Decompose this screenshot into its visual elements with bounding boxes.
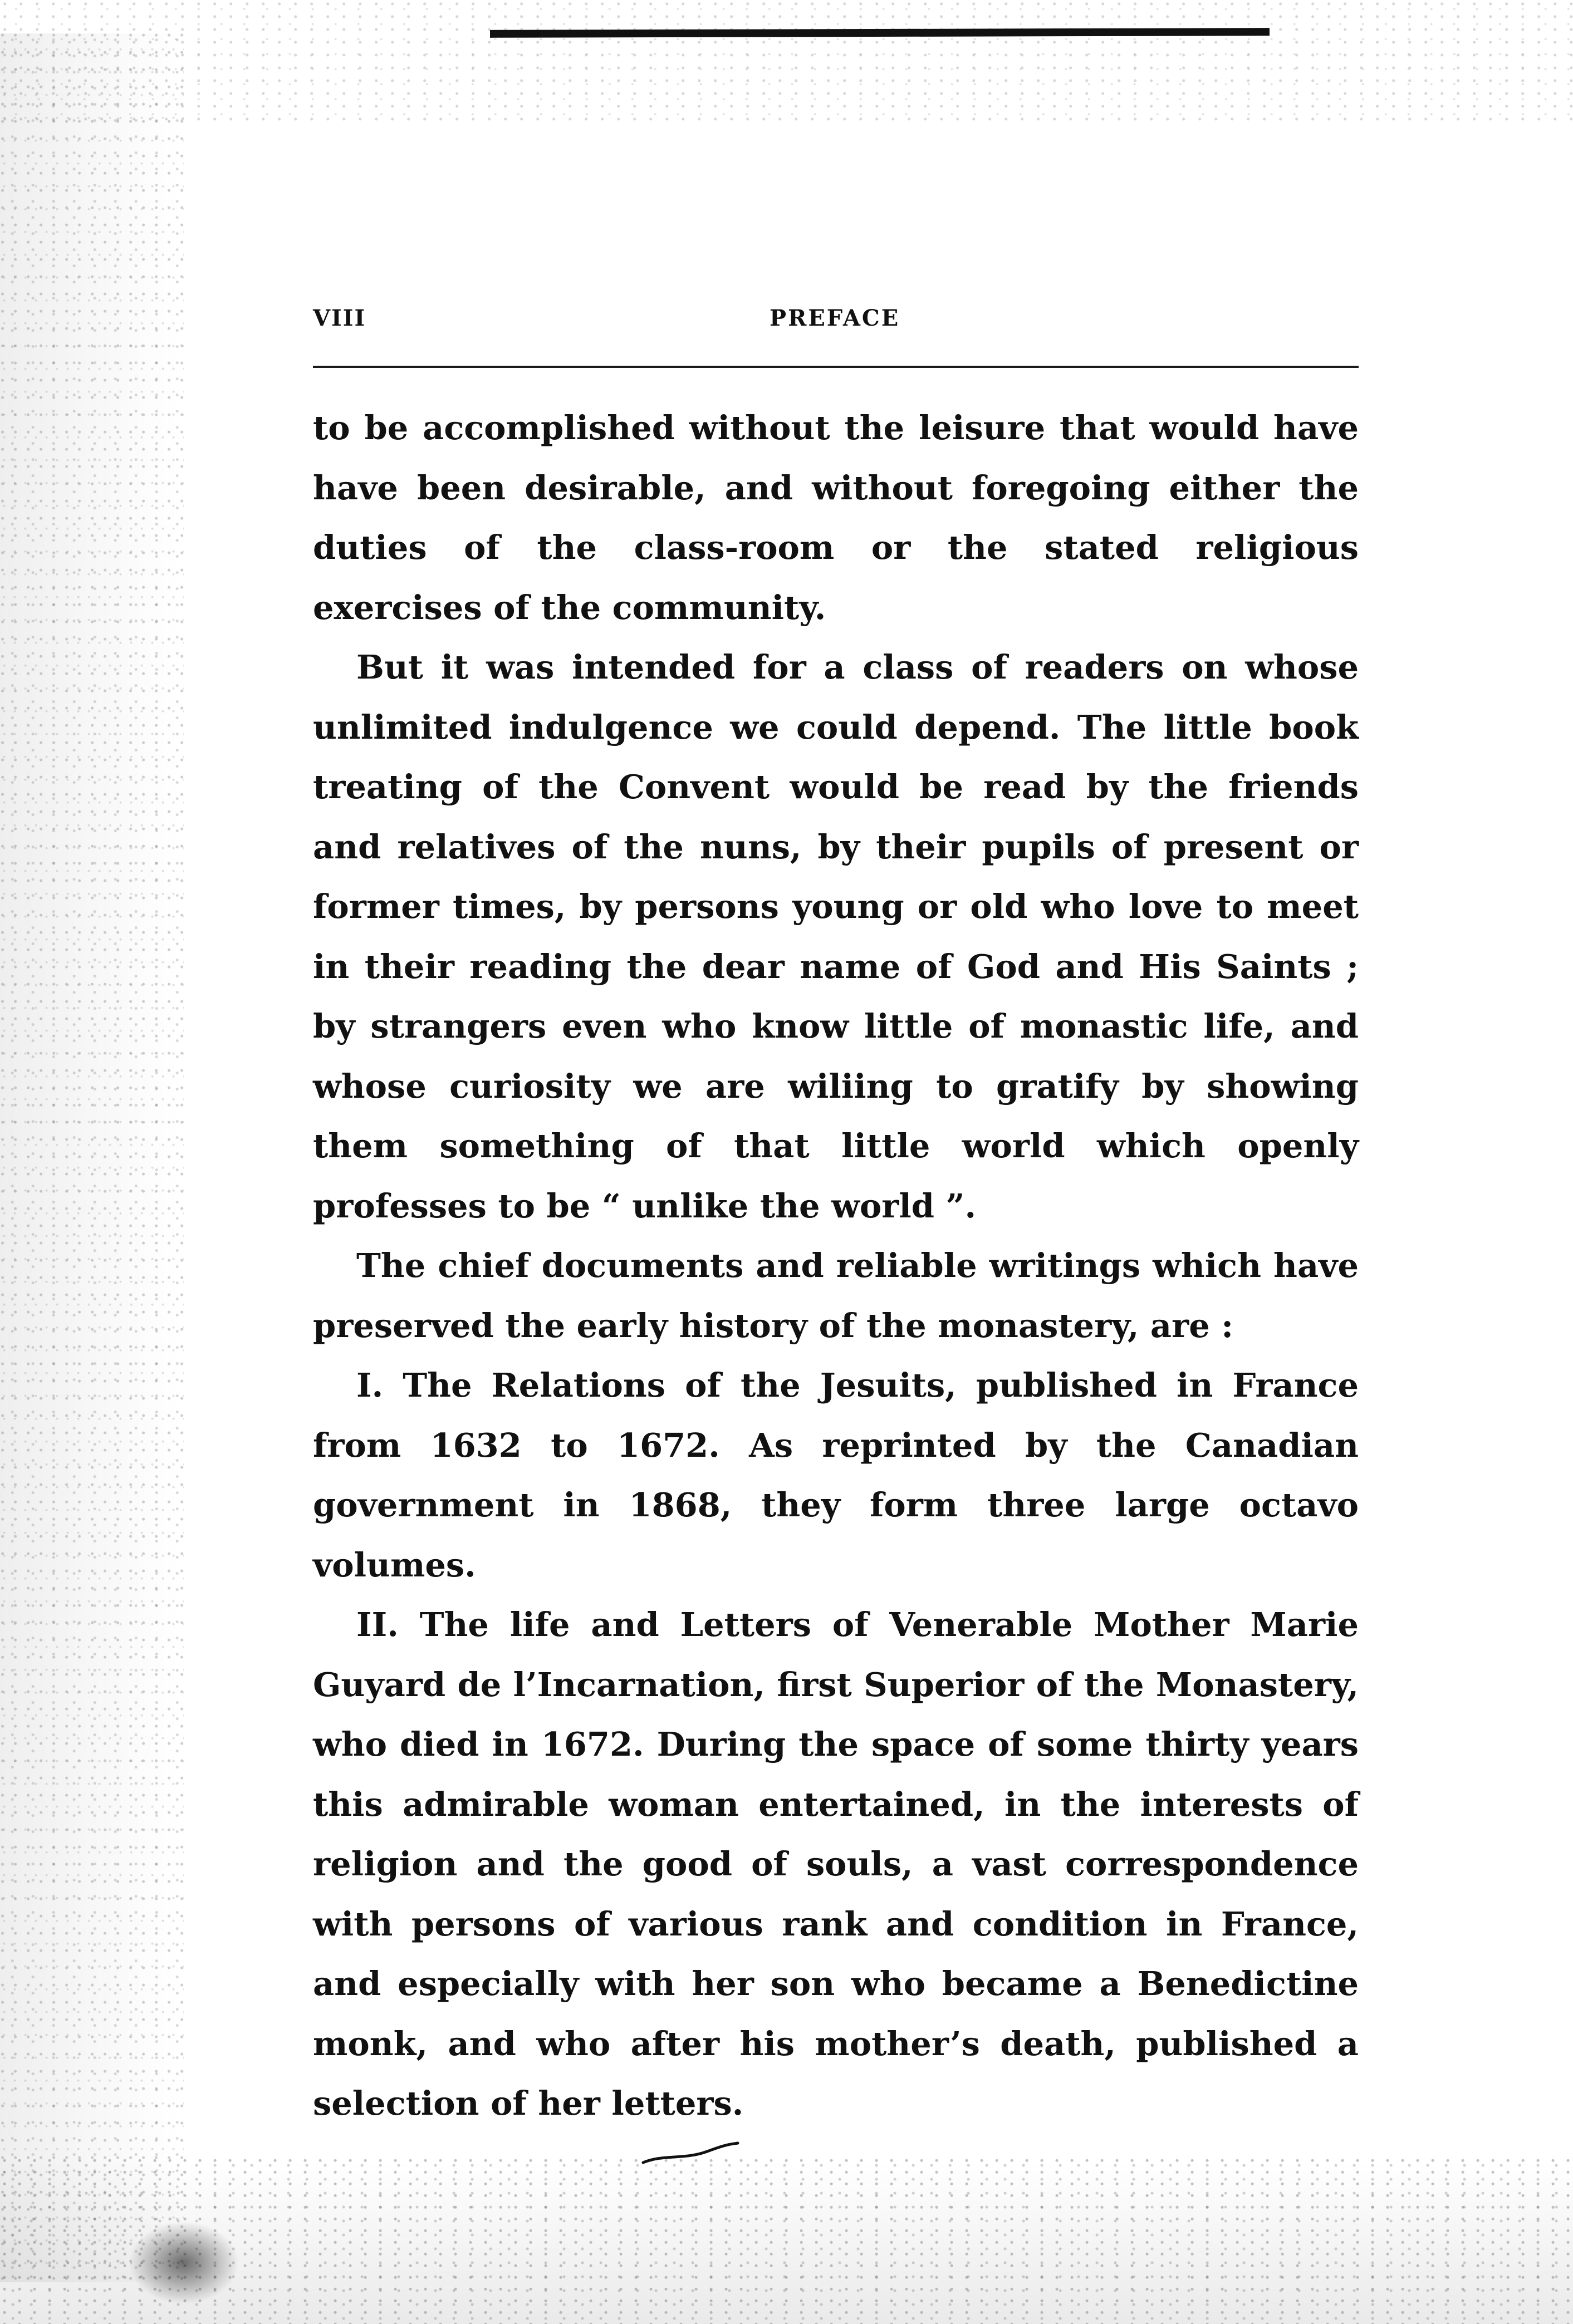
- scan-corner-shadow: [128, 2221, 239, 2305]
- paragraph-continued: to be accomplished without the leisure that would have have been desirable, and without foregoing either the duties of the class-room or the stated religious exercises of the community.: [313, 409, 1359, 627]
- scan-noise-left: [0, 33, 184, 2282]
- running-title: PREFACE: [770, 305, 900, 331]
- body-text: [313, 398, 1359, 2134]
- running-head: [313, 305, 1359, 338]
- pen-mark: [640, 2138, 741, 2171]
- list-item-letters: II. The life and Letters of Venerable Mother Marie Guyard de l’Incarnation, first Superior of the Monastery, who died in 1672. During the space of some thirty years this admirable woman entertained, in the interests of religion and the good of souls, a vast correspondence with persons of various rank and condition in France, and especially with her son who became a Benedictine monk, and who after his mother’s death, published a selection of her letters.: [313, 1605, 1359, 2122]
- paragraph: But it was intended for a class of readers on whose unlimited indulgence we could depend. The little book treating of the Convent would be read by the friends and relatives of the nuns, by their pupils of present or former times, by persons young or old who love to meet in their reading the dear name of God and His Saints ; by strangers even who know little of monastic life, and whose curiosity we are wiliing to gratify by showing them something of that little world which openly professes to be “ unlike the world ”.: [313, 648, 1359, 1225]
- paragraph: The chief documents and reliable writings which have preserved the early history of the monastery, are :: [313, 1246, 1359, 1345]
- header-rule: [313, 366, 1359, 368]
- scan-noise-top: [0, 0, 1573, 128]
- page-number: VIII: [313, 305, 366, 331]
- list-item-relations: I. The Relations of the Jesuits, published in France from 1632 to 1672. As reprinted by the Canadian government in 1868, they form three large octavo volumes.: [313, 1366, 1359, 1584]
